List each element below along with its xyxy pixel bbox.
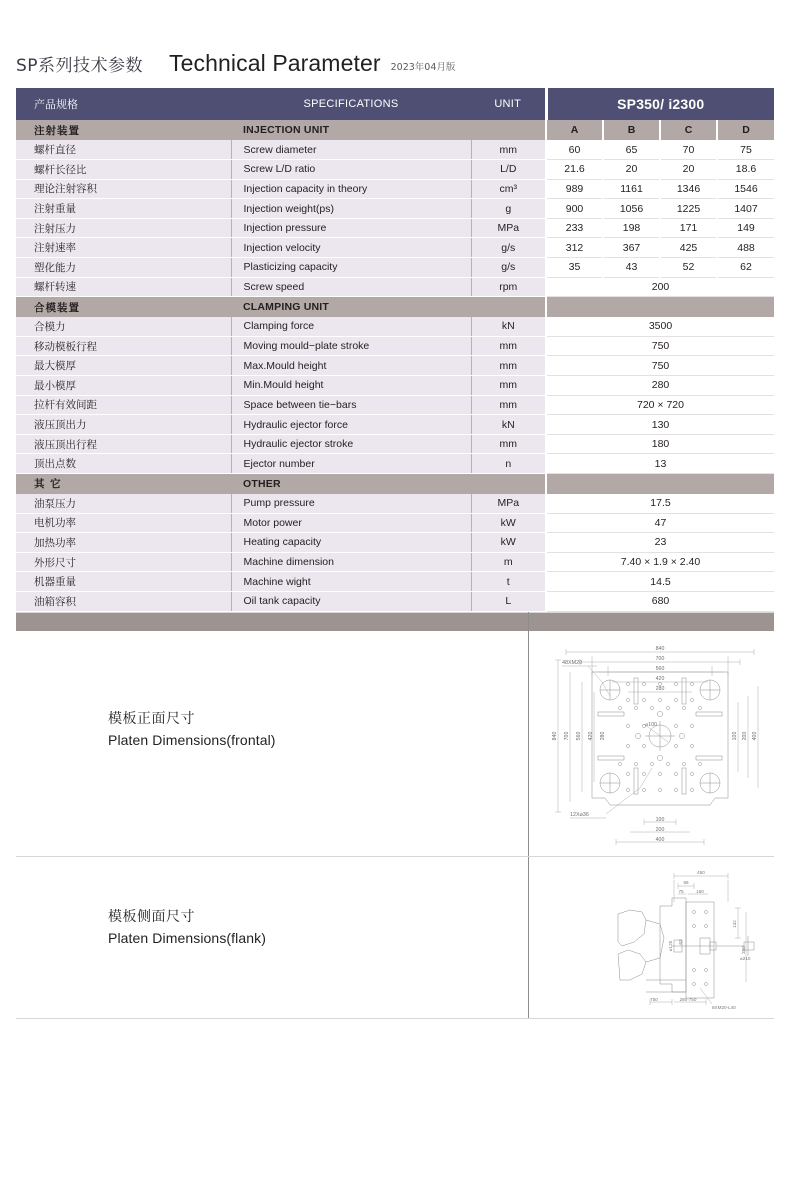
row-unit: MPa	[471, 218, 546, 238]
table-row	[16, 434, 774, 454]
row-label-en: Ejector number	[231, 454, 471, 474]
dim-200-right: 200	[742, 731, 748, 741]
page-title	[16, 50, 455, 77]
row-label-en: Injection capacity in theory	[231, 179, 471, 199]
dim-420-top: 420	[655, 676, 665, 682]
row-label-cn: 油泵压力	[16, 494, 231, 514]
section-en: CLAMPING UNIT	[231, 297, 471, 317]
row-label-en: Clamping force	[231, 317, 471, 337]
row-label-cn: 注射重量	[16, 199, 231, 219]
row-label-en: Screw L/D ratio	[231, 160, 471, 180]
row-unit: kW	[471, 513, 546, 533]
caption-frontal-cn: 模板正面尺寸	[108, 711, 195, 727]
row-value: 75	[717, 140, 774, 160]
dim-420-left: 420	[588, 731, 594, 741]
table-row	[16, 218, 774, 238]
row-value: 180	[546, 434, 774, 454]
dim-280-750-bottom: 280-750	[679, 997, 697, 1002]
header-model: SP350/ i2300	[546, 88, 774, 120]
section-row	[16, 120, 774, 140]
row-value: 1225	[660, 199, 717, 219]
dim-63: 63	[678, 939, 683, 945]
row-value: 7.40 × 1.9 × 2.40	[546, 552, 774, 572]
row-label-cn: 液压顶出力	[16, 415, 231, 435]
caption-flank	[108, 906, 266, 946]
row-value: 750	[546, 336, 774, 356]
specifications-table	[16, 88, 774, 631]
table-row	[16, 513, 774, 533]
section-value-blank	[546, 474, 774, 494]
row-label-cn: 理论注射容积	[16, 179, 231, 199]
table-row	[16, 572, 774, 592]
table-row	[16, 179, 774, 199]
row-value: 1056	[603, 199, 660, 219]
section-unit-blank	[471, 297, 546, 317]
table-row	[16, 533, 774, 553]
row-value: 3500	[546, 317, 774, 337]
caption-flank-en: Platen Dimensions(flank)	[108, 930, 267, 946]
row-value: 20	[603, 160, 660, 180]
row-value: 1346	[660, 179, 717, 199]
row-value: 13	[546, 454, 774, 474]
variant-column-b: B	[603, 120, 660, 140]
row-value: 198	[603, 218, 660, 238]
row-unit: g/s	[471, 258, 546, 278]
row-label-en: Moving mould−plate stroke	[231, 336, 471, 356]
row-value: 18.6	[717, 160, 774, 180]
row-unit: L	[471, 591, 546, 611]
row-value: 43	[603, 258, 660, 278]
dim-750-bottom: 750	[650, 997, 658, 1002]
row-value: 425	[660, 238, 717, 258]
row-unit: kN	[471, 415, 546, 435]
row-value: 14.5	[546, 572, 774, 592]
row-label-cn: 液压顶出行程	[16, 434, 231, 454]
row-unit: mm	[471, 356, 546, 376]
dim-142-right: 142	[732, 920, 737, 928]
dim-280-top: 280	[655, 686, 665, 692]
dim-700-left: 700	[564, 731, 570, 741]
row-unit: mm	[471, 395, 546, 415]
page-title-en: Technical Parameter	[169, 50, 381, 76]
section-unit-blank	[471, 120, 546, 140]
row-value: 20	[660, 160, 717, 180]
row-unit: mm	[471, 376, 546, 396]
section-value-blank	[546, 297, 774, 317]
caption-frontal	[108, 708, 276, 748]
row-label-en: Screw diameter	[231, 140, 471, 160]
row-value: 200	[546, 277, 774, 297]
dim-160-top: 160	[696, 889, 704, 894]
row-unit: n	[471, 454, 546, 474]
row-unit: MPa	[471, 494, 546, 514]
page-title-cn: SP系列技术参数	[16, 56, 144, 76]
dim-280-left: 280	[600, 731, 606, 741]
row-value: 62	[717, 258, 774, 278]
row-label-en: Plasticizing capacity	[231, 258, 471, 278]
table-row	[16, 356, 774, 376]
caption-frontal-en: Platen Dimensions(frontal)	[108, 732, 276, 748]
dim-450-top: 450	[697, 870, 705, 875]
dim-400-right: 400	[752, 731, 758, 741]
row-label-cn: 拉杆有效间距	[16, 395, 231, 415]
dim-200-bottom: 200	[655, 827, 665, 833]
platen-drawing-flank	[616, 862, 788, 1018]
row-label-en: Max.Mould height	[231, 356, 471, 376]
table-row	[16, 199, 774, 219]
header-cn: 产品规格	[16, 88, 231, 120]
divider-top	[16, 612, 774, 613]
divider-middle	[16, 856, 774, 857]
row-label-en: Pump pressure	[231, 494, 471, 514]
row-unit: mm	[471, 434, 546, 454]
row-label-cn: 注射压力	[16, 218, 231, 238]
row-label-cn: 注射速率	[16, 238, 231, 258]
dim-100-right: 100	[732, 731, 738, 741]
table-row	[16, 454, 774, 474]
row-label-cn: 最大模厚	[16, 356, 231, 376]
row-label-en: Min.Mould height	[231, 376, 471, 396]
row-unit: t	[471, 572, 546, 592]
row-label-cn: 塑化能力	[16, 258, 231, 278]
table-row	[16, 317, 774, 337]
row-value: 23	[546, 533, 774, 553]
row-value: 1161	[603, 179, 660, 199]
row-value: 35	[546, 258, 603, 278]
dim-75-top: 75	[678, 889, 684, 894]
row-value: 280	[546, 376, 774, 396]
dim-560-left: 560	[576, 731, 582, 741]
row-unit: rpm	[471, 277, 546, 297]
divider-vertical	[528, 612, 529, 1018]
row-value: 900	[546, 199, 603, 219]
callout-12xd36: 12X⌀36	[570, 812, 589, 818]
row-label-cn: 移动模板行程	[16, 336, 231, 356]
row-label-cn: 顶出点数	[16, 454, 231, 474]
divider-bottom	[16, 1018, 774, 1019]
row-unit: mm	[471, 140, 546, 160]
dim-d100: ⌀100	[645, 722, 657, 728]
row-value: 70	[660, 140, 717, 160]
table-row	[16, 277, 774, 297]
dim-56-top: 56	[683, 880, 689, 885]
row-value: 130	[546, 415, 774, 435]
row-label-en: Motor power	[231, 513, 471, 533]
dim-560-top: 560	[655, 666, 665, 672]
row-value: 989	[546, 179, 603, 199]
row-unit: g	[471, 199, 546, 219]
row-value: 171	[660, 218, 717, 238]
row-label-en: Oil tank capacity	[231, 591, 471, 611]
row-label-en: Machine wight	[231, 572, 471, 592]
section-row	[16, 474, 774, 494]
dim-840-top: 840	[655, 646, 665, 652]
dim-100-bottom: 100	[655, 817, 665, 823]
callout-8xm20-l40: 8XM20-L40	[712, 1005, 736, 1010]
row-label-cn: 螺杆直径	[16, 140, 231, 160]
row-label-cn: 外形尺寸	[16, 552, 231, 572]
platen-drawing-frontal	[540, 616, 780, 848]
table-row	[16, 376, 774, 396]
table-row	[16, 591, 774, 611]
dim-700-top: 700	[655, 656, 665, 662]
caption-flank-cn: 模板侧面尺寸	[108, 909, 195, 925]
section-cn: 注射装置	[16, 120, 231, 140]
row-label-cn: 电机功率	[16, 513, 231, 533]
dim-840-left: 840	[552, 731, 558, 741]
row-label-en: Injection velocity	[231, 238, 471, 258]
row-value: 17.5	[546, 494, 774, 514]
table-row	[16, 552, 774, 572]
row-value: 312	[546, 238, 603, 258]
table-row	[16, 415, 774, 435]
table-row	[16, 238, 774, 258]
header-en: SPECIFICATIONS	[231, 88, 471, 120]
callout-d210: ⌀210	[740, 956, 751, 961]
row-unit: g/s	[471, 238, 546, 258]
section-en: OTHER	[231, 474, 471, 494]
row-value: 233	[546, 218, 603, 238]
row-label-en: Space between tie−bars	[231, 395, 471, 415]
row-label-cn: 螺杆转速	[16, 277, 231, 297]
table-row	[16, 258, 774, 278]
row-unit: kW	[471, 533, 546, 553]
variant-column-c: C	[660, 120, 717, 140]
table-row	[16, 160, 774, 180]
variant-column-d: D	[717, 120, 774, 140]
row-label-en: Machine dimension	[231, 552, 471, 572]
row-value: 47	[546, 513, 774, 533]
row-value: 60	[546, 140, 603, 160]
section-cn: 合模装置	[16, 297, 231, 317]
row-unit: mm	[471, 336, 546, 356]
section-cn: 其 它	[16, 474, 231, 494]
dim-d125: ⌀125	[668, 940, 673, 952]
row-label-en: Heating capacity	[231, 533, 471, 553]
row-label-cn: 螺杆长径比	[16, 160, 231, 180]
row-unit: cm³	[471, 179, 546, 199]
row-unit: m	[471, 552, 546, 572]
table-row	[16, 494, 774, 514]
table-row	[16, 140, 774, 160]
variant-column-a: A	[546, 120, 603, 140]
row-value: 1546	[717, 179, 774, 199]
row-value: 1407	[717, 199, 774, 219]
row-label-cn: 机器重量	[16, 572, 231, 592]
row-label-cn: 油箱容积	[16, 591, 231, 611]
row-label-en: Hydraulic ejector stroke	[231, 434, 471, 454]
row-value: 149	[717, 218, 774, 238]
row-unit: L/D	[471, 160, 546, 180]
dim-350-right: 350	[741, 946, 746, 954]
row-value: 750	[546, 356, 774, 376]
row-label-cn: 合模力	[16, 317, 231, 337]
dim-400-bottom: 400	[655, 837, 665, 843]
row-value: 65	[603, 140, 660, 160]
row-value: 720 × 720	[546, 395, 774, 415]
row-value: 367	[603, 238, 660, 258]
section-unit-blank	[471, 474, 546, 494]
table-row	[16, 395, 774, 415]
callout-48xm20: 48XM20	[562, 660, 583, 666]
row-unit: kN	[471, 317, 546, 337]
header-unit: UNIT	[471, 88, 546, 120]
section-row	[16, 297, 774, 317]
row-value: 21.6	[546, 160, 603, 180]
row-value: 488	[717, 238, 774, 258]
row-label-en: Screw speed	[231, 277, 471, 297]
section-en: INJECTION UNIT	[231, 120, 471, 140]
row-label-cn: 最小模厚	[16, 376, 231, 396]
table-row	[16, 336, 774, 356]
row-label-en: Hydraulic ejector force	[231, 415, 471, 435]
page-title-date: 2023年04月版	[390, 62, 456, 73]
table-header-row	[16, 88, 774, 120]
row-label-cn: 加热功率	[16, 533, 231, 553]
row-label-en: Injection weight(ps)	[231, 199, 471, 219]
row-label-en: Injection pressure	[231, 218, 471, 238]
row-value: 52	[660, 258, 717, 278]
row-value: 680	[546, 591, 774, 611]
